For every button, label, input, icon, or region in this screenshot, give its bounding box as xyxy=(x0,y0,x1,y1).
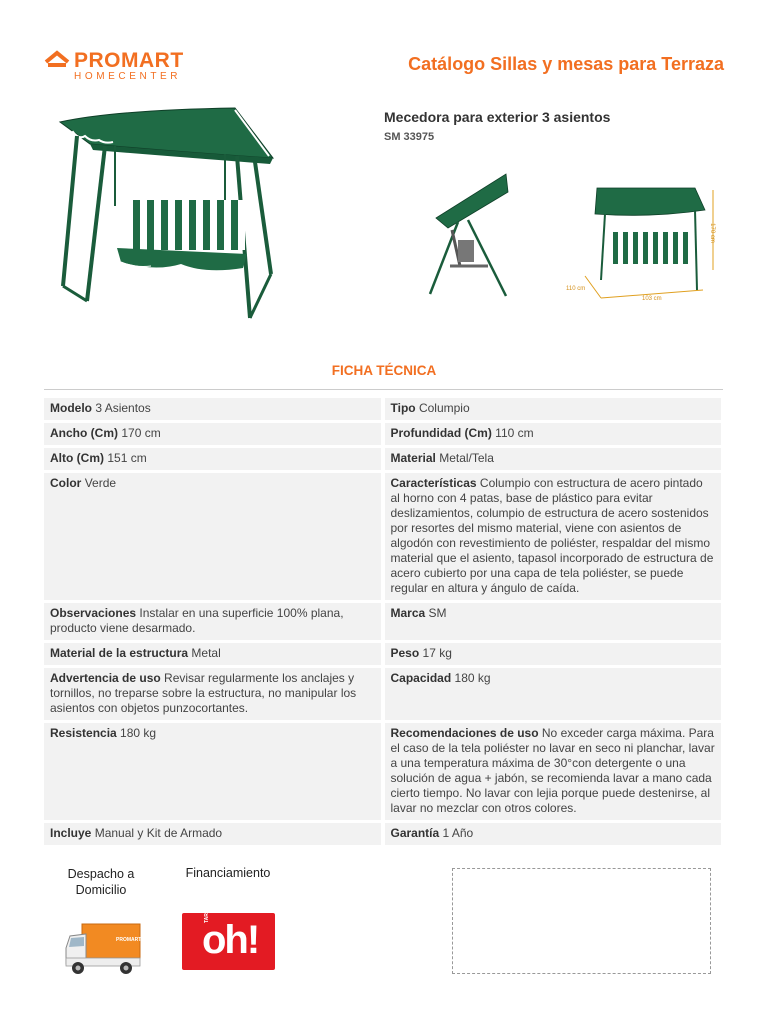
spec-label: Profundidad (Cm) xyxy=(390,426,492,440)
tarjeta-oh-card xyxy=(182,900,275,970)
spec-profundidad xyxy=(385,423,722,445)
spec-alto xyxy=(44,448,381,470)
spec-caracteristicas xyxy=(385,473,722,600)
spec-tipo xyxy=(385,398,722,420)
spec-label: Peso xyxy=(390,646,420,660)
spec-capacidad xyxy=(385,668,722,720)
dashed-placeholder-box xyxy=(452,868,711,974)
card-small-text: TARJETA xyxy=(204,900,210,923)
spec-value: Verde xyxy=(84,476,117,490)
spec-row xyxy=(44,643,721,665)
spec-row xyxy=(44,823,721,845)
product-name: Mecedora para exterior 3 asientos xyxy=(384,109,611,125)
spec-row xyxy=(44,668,721,720)
spec-value: SM xyxy=(428,606,447,620)
spec-value: Columpio con estructura de acero pintado al horno con 4 patas, base de plástico para evitar deslizamientos, columpio de estructura de acero sostenidos por resortes del mismo material, viene con asientos de algodón con revestimiento de poliéster, respaldar del mismo material que el asiento, tapasol incorporado de estructura de acero cubierto por una capa de tela poliéster, se puede regular en altura y ángulo de caída. xyxy=(390,476,714,595)
dimension-depth-label: 110 cm xyxy=(566,286,586,292)
brand-subtitle: HOMECENTER xyxy=(74,71,182,82)
spec-value: Manual y Kit de Armado xyxy=(94,826,223,840)
card-text: oh! xyxy=(202,918,259,962)
section-divider xyxy=(44,389,723,390)
spec-label: Material xyxy=(390,451,436,465)
spec-value: 110 cm xyxy=(495,426,534,440)
spec-value: 180 kg xyxy=(120,726,157,740)
spec-value: Revisar regularmente los anclajes y tornillos, no treparse sobre la estructura, no manipular los asientos con objetos punzocortantes. xyxy=(50,671,357,715)
spec-resistencia xyxy=(44,723,381,820)
spec-value: 151 cm xyxy=(107,451,147,465)
spec-row xyxy=(44,448,721,470)
spec-label: Recomendaciones de uso xyxy=(390,726,539,740)
spec-value: Metal xyxy=(191,646,221,660)
spec-label: Material de la estructura xyxy=(50,646,189,660)
spec-modelo xyxy=(44,398,381,420)
catalog-title: Catálogo Sillas y mesas para Terraza xyxy=(408,54,724,74)
brand-name: PROMART xyxy=(74,49,184,72)
spec-value: 170 cm xyxy=(121,426,161,440)
spec-recomendaciones xyxy=(385,723,722,820)
spec-label: Incluye xyxy=(50,826,92,840)
spec-garantia xyxy=(385,823,722,845)
despacho-label: Despacho a Domicilio xyxy=(67,867,135,897)
truck-brand-text: PROMART xyxy=(116,937,142,943)
spec-row xyxy=(44,398,721,420)
spec-value: Instalar en una superficie 100% plana, producto viene desarmado. xyxy=(50,606,344,635)
delivery-truck-icon xyxy=(64,918,142,976)
spec-label: Color xyxy=(50,476,82,490)
spec-label: Modelo xyxy=(50,401,92,415)
spec-label: Capacidad xyxy=(390,671,452,685)
spec-value: 17 kg xyxy=(422,646,452,660)
spec-material-estructura xyxy=(44,643,381,665)
spec-label: Garantía xyxy=(390,826,440,840)
dimension-width-label: 103 cm xyxy=(642,296,662,302)
spec-marca xyxy=(385,603,722,640)
spec-value: Columpio xyxy=(418,401,470,415)
spec-ancho xyxy=(44,423,381,445)
spec-row xyxy=(44,473,721,600)
spec-label: Características xyxy=(390,476,477,490)
spec-row xyxy=(44,603,721,640)
spec-advertencia xyxy=(44,668,381,720)
side-view-image xyxy=(428,170,510,300)
spec-value: 3 Asientos xyxy=(95,401,151,415)
financiamiento-label: Financiamiento xyxy=(185,866,271,880)
house-icon xyxy=(44,51,70,73)
hero-product-image xyxy=(55,106,280,328)
spec-material xyxy=(385,448,722,470)
spec-row xyxy=(44,723,721,820)
spec-value: Metal/Tela xyxy=(439,451,494,465)
promart-logo xyxy=(44,50,204,86)
spec-label: Resistencia xyxy=(50,726,117,740)
spec-observaciones xyxy=(44,603,381,640)
product-code: SM 33975 xyxy=(384,131,435,143)
ficha-tecnica-title: FICHA TÉCNICA xyxy=(331,363,437,378)
spec-label: Ancho (Cm) xyxy=(50,426,118,440)
spec-value: 1 Año xyxy=(442,826,474,840)
spec-label: Alto (Cm) xyxy=(50,451,104,465)
spec-label: Marca xyxy=(390,606,426,620)
spec-incluye xyxy=(44,823,381,845)
spec-row xyxy=(44,423,721,445)
spec-peso xyxy=(385,643,722,665)
spec-value: 180 kg xyxy=(454,671,491,685)
spec-label: Observaciones xyxy=(50,606,137,620)
dimension-height-label: 170 cm xyxy=(708,223,715,243)
spec-color xyxy=(44,473,381,600)
spec-value: No exceder carga máxima. Para el caso de la tela poliéster no lavar en seco ni planchar, lavar a una temperatura máxima de 30°con detergente o una solución de agua + jabón, se recomienda lavar a mano cada cierto tiempo. No lavar con lejia porque puede destenirse, al lavar no mezclar con otros colores. xyxy=(390,726,715,815)
spec-label: Advertencia de uso xyxy=(50,671,161,685)
spec-table xyxy=(44,398,721,848)
spec-label: Tipo xyxy=(390,401,416,415)
